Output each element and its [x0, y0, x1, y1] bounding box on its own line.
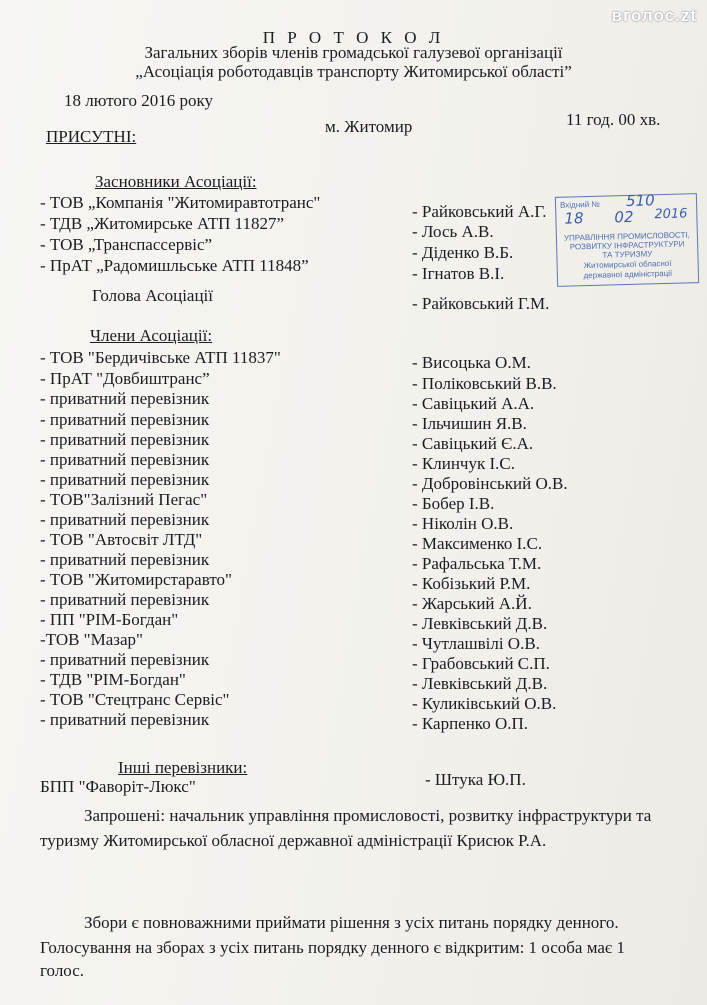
- member-org-2: - ПрАТ "Довбиштранс”: [40, 369, 210, 388]
- member-person-12: - Кобізький Р.М.: [412, 574, 531, 593]
- member-person-9: - Ніколін О.В.: [412, 514, 514, 533]
- founders-org-4: - ПрАТ „Радомишльське АТП 11848”: [40, 256, 309, 275]
- member-person-8: - Бобер І.В.: [412, 494, 495, 513]
- founders-person-2: - Лось А.В.: [412, 222, 494, 241]
- site-watermark: вголос.zt: [611, 6, 697, 25]
- member-org-19: - приватний перевізник: [40, 710, 210, 729]
- member-org-7: - приватний перевізник: [40, 470, 210, 489]
- meeting-date: 18 лютого 2016 року: [64, 91, 213, 110]
- others-person: - Штука Ю.П.: [425, 770, 526, 789]
- member-person-2: - Поліковський В.В.: [412, 374, 557, 393]
- stamp-line2: РОЗВИТКУ ІНФРАСТРУКТУРИ: [569, 239, 685, 252]
- member-org-18: - ТОВ "Стецтранс Сервіс": [40, 690, 230, 709]
- member-person-3: - Савіцький А.А.: [412, 394, 535, 413]
- present-heading: ПРИСУТНІ:: [46, 127, 137, 146]
- stamp-incoming-number: 510: [625, 191, 655, 211]
- document-subtitle-line1: Загальних зборів членів громадської галузевої організації: [144, 43, 563, 62]
- member-org-13: - приватний перевізник: [40, 590, 210, 609]
- members-heading: Члени Асоціації:: [90, 326, 213, 345]
- invited-line1: Запрошені: начальник управління промисловості, розвитку інфраструктури та: [84, 806, 652, 825]
- member-org-16: - приватний перевізник: [40, 650, 210, 669]
- founders-person-3: - Діденко В.Б.: [412, 243, 514, 262]
- founders-org-3: - ТОВ „Транспассервіс”: [40, 235, 213, 254]
- stamp-month: 02: [614, 207, 634, 227]
- member-org-12: - ТОВ "Житомирстаравто": [40, 570, 232, 589]
- member-person-14: - Левківський Д.В.: [412, 614, 548, 633]
- quorum-line2: Голосування на зборах з усіх питань порядку денного є відкритим: 1 особа має 1: [40, 938, 625, 957]
- meeting-city: м. Житомир: [325, 117, 413, 136]
- member-org-9: - приватний перевізник: [40, 510, 210, 529]
- stamp-incoming-label: Вхідний №: [559, 199, 601, 210]
- stamp-year: 2016: [654, 206, 688, 223]
- member-person-18: - Куликівський О.В.: [412, 694, 557, 713]
- member-person-17: - Левківський Д.В.: [412, 674, 548, 693]
- others-org: БПП "Фаворіт-Люкс": [40, 777, 196, 796]
- stamp-line4: Житомирської обласної: [583, 258, 672, 271]
- member-org-4: - приватний перевізник: [40, 410, 210, 429]
- chairman-heading: Голова Асоціації: [92, 286, 214, 305]
- member-org-15: -ТОВ "Мазар": [40, 630, 143, 649]
- member-person-16: - Грабовський С.П.: [412, 654, 550, 673]
- document-subtitle-line2: „Асоціація роботодавців транспорту Житомирської області”: [135, 62, 572, 81]
- member-org-1: - ТОВ "Бердичівське АТП 11837": [40, 348, 281, 367]
- others-heading: Інші перевізники:: [118, 758, 248, 777]
- member-person-15: - Чутлашвілі О.В.: [412, 634, 540, 653]
- quorum-line1: Збори є повноважними приймати рішення з усіх питань порядку денного.: [84, 913, 619, 932]
- member-org-14: - ПП "РІМ-Богдан": [40, 610, 179, 629]
- member-org-6: - приватний перевізник: [40, 450, 210, 469]
- founders-person-4: - Ігнатов В.І.: [412, 264, 505, 283]
- member-org-11: - приватний перевізник: [40, 550, 210, 569]
- member-org-10: - ТОВ "Автосвіт ЛТД": [40, 530, 203, 549]
- member-org-3: - приватний перевізник: [40, 389, 210, 408]
- stamp-line1: УПРАВЛІННЯ ПРОМИСЛОВОСТІ,: [563, 230, 690, 243]
- stamp-line3: ТА ТУРИЗМУ: [602, 249, 653, 260]
- founders-org-2: - ТДВ „Житомирське АТП 11827”: [40, 214, 285, 233]
- member-person-10: - Максименко І.С.: [412, 534, 543, 553]
- meeting-time: 11 год. 00 хв.: [566, 110, 661, 129]
- founders-org-1: - ТОВ „Компанія "Житомиравтотранс": [40, 193, 321, 212]
- member-person-19: - Карпенко О.П.: [412, 714, 529, 733]
- member-org-5: - приватний перевізник: [40, 430, 210, 449]
- stamp-line5: державної адміністрації: [583, 268, 673, 281]
- member-person-7: - Добровінський О.В.: [412, 474, 568, 493]
- member-person-13: - Жарський А.Й.: [412, 594, 532, 613]
- founders-person-1: - Райковський А.Г.: [412, 202, 547, 221]
- founders-heading: Засновники Асоціації:: [95, 172, 257, 191]
- member-person-11: - Рафальська Т.М.: [412, 554, 542, 573]
- member-person-6: - Клинчук І.С.: [412, 454, 515, 473]
- member-person-4: - Ільчишин Я.В.: [412, 414, 527, 433]
- member-org-17: - ТДВ "РІМ-Богдан": [40, 670, 186, 689]
- member-person-5: - Савіцький Є.А.: [412, 434, 534, 453]
- incoming-registration-stamp: [555, 193, 699, 287]
- member-org-8: - ТОВ"Залізний Пегас": [40, 490, 208, 509]
- quorum-line3: голос.: [40, 961, 85, 980]
- member-person-1: - Висоцька О.М.: [412, 353, 531, 372]
- document-title: П Р О Т О К О Л: [262, 28, 445, 47]
- stamp-day: 18: [564, 209, 584, 228]
- chairman-person: - Райковський Г.М.: [412, 294, 550, 313]
- invited-line2: туризму Житомирської обласної державної адміністрації Крисюк Р.А.: [40, 831, 547, 850]
